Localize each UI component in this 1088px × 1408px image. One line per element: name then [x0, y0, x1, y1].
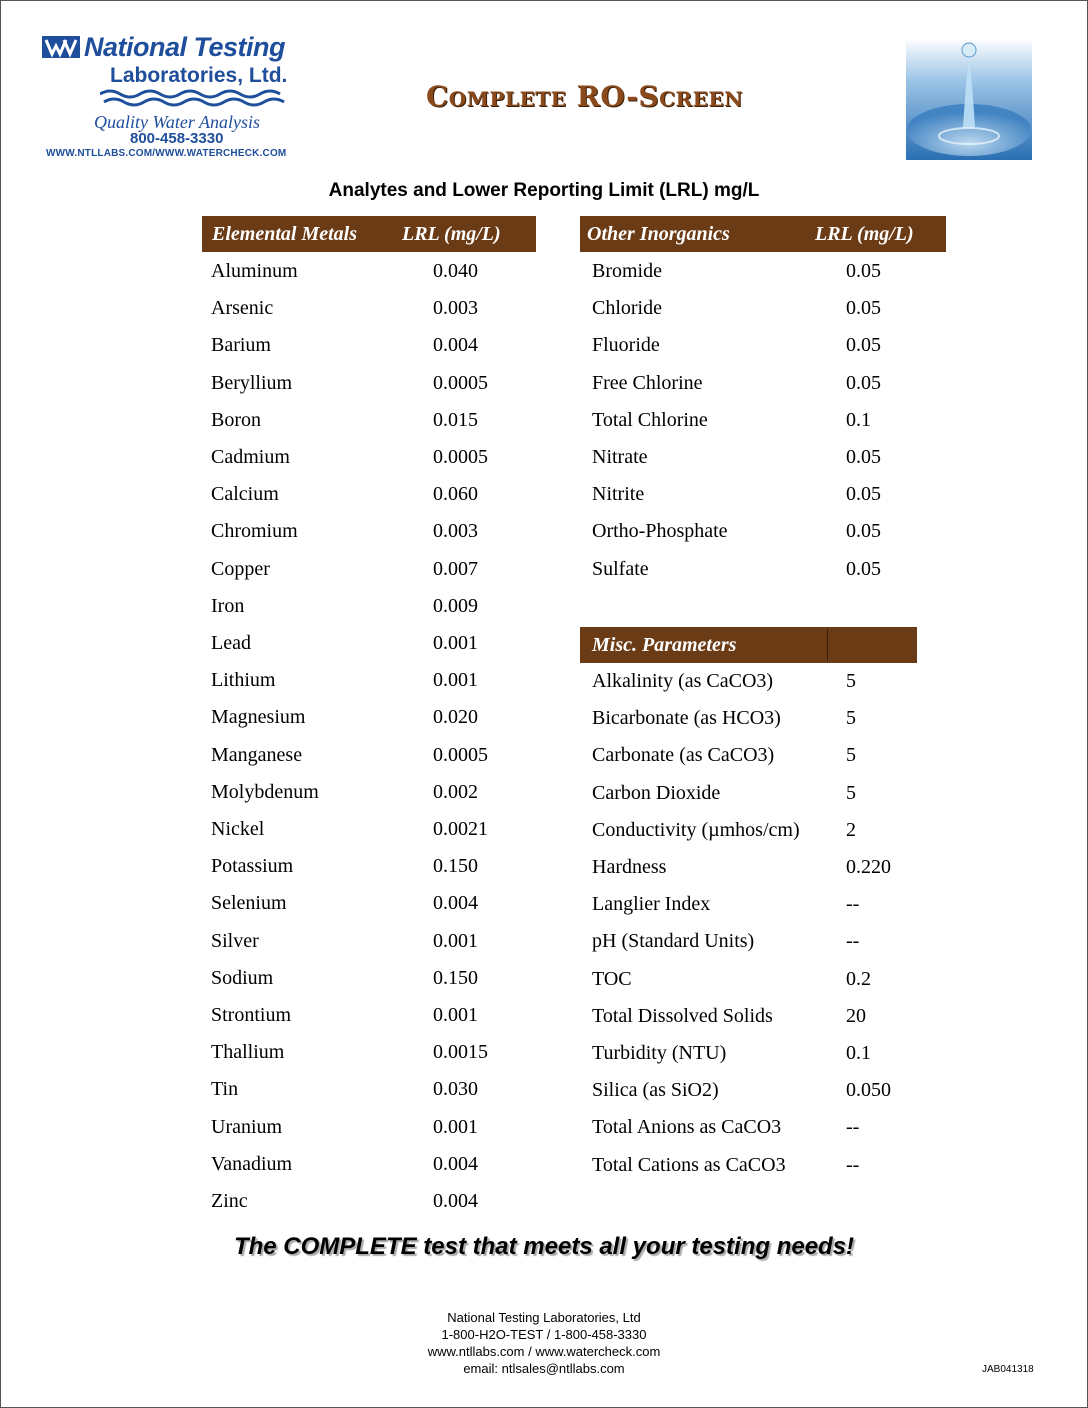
- metals-analyte-name: Lithium: [211, 669, 276, 692]
- metals-analyte-name: Boron: [211, 408, 261, 431]
- misc-analyte-name: pH (Standard Units): [592, 930, 755, 953]
- logo-website: WWW.NTLLABS.COM/WWW.WATERCHECK.COM: [46, 148, 287, 159]
- misc-analyte-name: Carbon Dioxide: [592, 781, 721, 804]
- metals-lrl-value: 0.004: [433, 1152, 478, 1175]
- inorganics-lrl-value: 0.05: [846, 557, 881, 580]
- metals-analyte-name: Magnesium: [211, 706, 306, 729]
- footer: [0, 1309, 1088, 1377]
- table-subtitle: Analytes and Lower Reporting Limit (LRL) mg/L: [328, 180, 760, 201]
- inorganics-analyte-name: Ortho-Phosphate: [592, 520, 728, 543]
- logo-mark-icon: [42, 36, 80, 58]
- misc-lrl-value: --: [846, 1153, 860, 1176]
- metals-analyte-name: Zinc: [211, 1190, 248, 1212]
- inorganics-lrl-value: 0.05: [846, 483, 881, 506]
- inorganics-analyte-name: Nitrate: [592, 446, 648, 468]
- page-title: Complete RO-Screen: [426, 80, 743, 113]
- metals-analyte-name: Manganese: [211, 743, 303, 766]
- metals-analyte-name: Molybdenum: [211, 780, 319, 803]
- metals-lrl-value: 0.020: [433, 706, 478, 729]
- inorganics-analyte-name: Total Chlorine: [592, 408, 708, 431]
- water-drop-icon: [906, 38, 1032, 160]
- inorganics-analyte-name: Chloride: [592, 297, 662, 320]
- metals-analyte-name: Thallium: [211, 1041, 285, 1064]
- misc-analyte-name: Total Dissolved Solids: [592, 1004, 773, 1027]
- inorganics-analyte-name: Fluoride: [592, 334, 660, 357]
- metals-analyte-name: Sodium: [211, 966, 274, 989]
- metals-lrl-value: 0.007: [433, 557, 478, 580]
- metals-analyte-name: Arsenic: [211, 297, 274, 320]
- misc-lrl-value: 5: [846, 670, 856, 692]
- inorganics-lrl-value: 0.05: [846, 446, 881, 468]
- inorganics-header-label: Other Inorganics: [587, 223, 730, 245]
- metals-lrl-value: 0.030: [433, 1078, 478, 1101]
- misc-analyte-name: Turbidity (NTU): [592, 1042, 727, 1064]
- misc-lrl-value: 5: [846, 707, 856, 730]
- misc-lrl-value: 0.220: [846, 856, 891, 878]
- misc-lrl-value: 5: [846, 744, 856, 767]
- inorganics-analyte-name: Nitrite: [592, 483, 645, 506]
- misc-lrl-value: 0.1: [846, 1042, 871, 1064]
- misc-lrl-value: --: [846, 930, 860, 953]
- metals-header: [202, 216, 536, 252]
- inorganics-lrl-value: 0.1: [846, 408, 871, 431]
- footer-websites[interactable]: www.ntllabs.com / www.watercheck.com: [427, 1344, 661, 1359]
- misc-analyte-name: Silica (as SiO2): [592, 1079, 719, 1102]
- metals-lrl-value: 0.001: [433, 1115, 478, 1138]
- metals-analyte-name: Uranium: [211, 1115, 283, 1138]
- misc-analyte-name: Carbonate (as CaCO3): [592, 744, 775, 767]
- misc-header-label: Misc. Parameters: [592, 634, 737, 656]
- misc-lrl-value: 2: [846, 818, 856, 841]
- misc-analyte-name: Bicarbonate (as HCO3): [592, 707, 781, 730]
- misc-analyte-name: Hardness: [592, 856, 667, 878]
- document-code: JAB041318: [982, 1364, 1034, 1375]
- footer-phones: 1-800-H2O-TEST / 1-800-458-3330: [441, 1327, 647, 1342]
- misc-analyte-name: Total Cations as CaCO3: [592, 1153, 786, 1176]
- inorganics-lrl-header: LRL (mg/L): [815, 223, 914, 245]
- misc-analyte-name: TOC: [592, 967, 632, 990]
- metals-lrl-value: 0.040: [433, 260, 478, 282]
- misc-lrl-value: 5: [846, 781, 856, 804]
- misc-lrl-value: 20: [846, 1004, 866, 1027]
- misc-header-divider: [827, 629, 828, 661]
- misc-lrl-value: --: [846, 893, 860, 916]
- logo-name-line1: National Testing: [84, 32, 286, 62]
- metals-analyte-name: Iron: [211, 594, 245, 617]
- metals-lrl-value: 0.001: [433, 632, 478, 654]
- metals-lrl-value: 0.0005: [433, 446, 488, 468]
- metals-analyte-name: Beryllium: [211, 371, 293, 394]
- metals-lrl-value: 0.060: [433, 483, 478, 506]
- logo-tagline: Quality Water Analysis: [94, 112, 260, 132]
- inorganics-lrl-value: 0.05: [846, 520, 881, 543]
- metals-analyte-name: Potassium: [211, 855, 294, 878]
- metals-lrl-value: 0.015: [433, 408, 478, 431]
- inorganics-lrl-value: 0.05: [846, 260, 881, 282]
- inorganics-lrl-value: 0.05: [846, 297, 881, 320]
- metals-lrl-value: 0.001: [433, 929, 478, 952]
- metals-analyte-name: Aluminum: [211, 260, 298, 282]
- inorganics-header: [580, 216, 946, 252]
- footer-email[interactable]: email: ntlsales@ntllabs.com: [463, 1361, 625, 1376]
- metals-lrl-value: 0.001: [433, 1004, 478, 1026]
- footer-company: National Testing Laboratories, Ltd: [447, 1310, 641, 1325]
- metals-lrl-value: 0.001: [433, 669, 478, 692]
- logo-phone: 800-458-3330: [130, 130, 224, 147]
- metals-analyte-name: Vanadium: [211, 1152, 293, 1175]
- tagline: The COMPLETE test that meets all your testing needs!: [233, 1233, 855, 1260]
- inorganics-lrl-value: 0.05: [846, 371, 881, 394]
- metals-analyte-name: Copper: [211, 557, 270, 580]
- metals-lrl-value: 0.0005: [433, 371, 488, 394]
- metals-analyte-name: Nickel: [211, 818, 265, 840]
- inorganics-lrl-value: 0.05: [846, 334, 881, 357]
- metals-analyte-name: Chromium: [211, 520, 298, 543]
- metals-lrl-value: 0.004: [433, 1190, 478, 1212]
- metals-analyte-name: Lead: [211, 632, 251, 654]
- metals-analyte-name: Calcium: [211, 483, 279, 506]
- logo-name-line2: Laboratories, Ltd.: [110, 64, 288, 87]
- metals-lrl-value: 0.150: [433, 966, 478, 989]
- metals-analyte-name: Selenium: [211, 892, 287, 915]
- metals-lrl-value: 0.003: [433, 520, 478, 543]
- inorganics-analyte-name: Free Chlorine: [592, 371, 703, 394]
- inorganics-analyte-name: Bromide: [592, 260, 662, 282]
- metals-analyte-name: Barium: [211, 334, 271, 357]
- metals-analyte-name: Cadmium: [211, 446, 290, 468]
- metals-lrl-header: LRL (mg/L): [402, 223, 501, 245]
- misc-header: [580, 627, 917, 663]
- metals-lrl-value: 0.009: [433, 594, 478, 617]
- metals-lrl-value: 0.0015: [433, 1041, 488, 1064]
- metals-analyte-name: Silver: [211, 929, 259, 952]
- misc-lrl-value: 0.050: [846, 1079, 891, 1102]
- metals-lrl-value: 0.0021: [433, 818, 488, 840]
- metals-analyte-name: Strontium: [211, 1004, 292, 1026]
- metals-lrl-value: 0.0005: [433, 743, 488, 766]
- metals-lrl-value: 0.004: [433, 892, 478, 915]
- misc-lrl-value: 0.2: [846, 967, 871, 990]
- company-logo: [34, 30, 320, 162]
- misc-analyte-name: Langlier Index: [592, 893, 711, 916]
- misc-analyte-name: Conductivity (µmhos/cm): [592, 818, 800, 841]
- misc-lrl-value: --: [846, 1116, 860, 1139]
- metals-analyte-name: Tin: [211, 1078, 239, 1101]
- inorganics-analyte-name: Sulfate: [592, 557, 649, 580]
- metals-lrl-value: 0.004: [433, 334, 478, 357]
- metals-header-label: Elemental Metals: [212, 223, 357, 245]
- metals-lrl-value: 0.150: [433, 855, 478, 878]
- misc-analyte-name: Total Anions as CaCO3: [592, 1116, 782, 1139]
- metals-lrl-value: 0.003: [433, 297, 478, 320]
- misc-analyte-name: Alkalinity (as CaCO3): [592, 670, 774, 692]
- metals-lrl-value: 0.002: [433, 780, 478, 803]
